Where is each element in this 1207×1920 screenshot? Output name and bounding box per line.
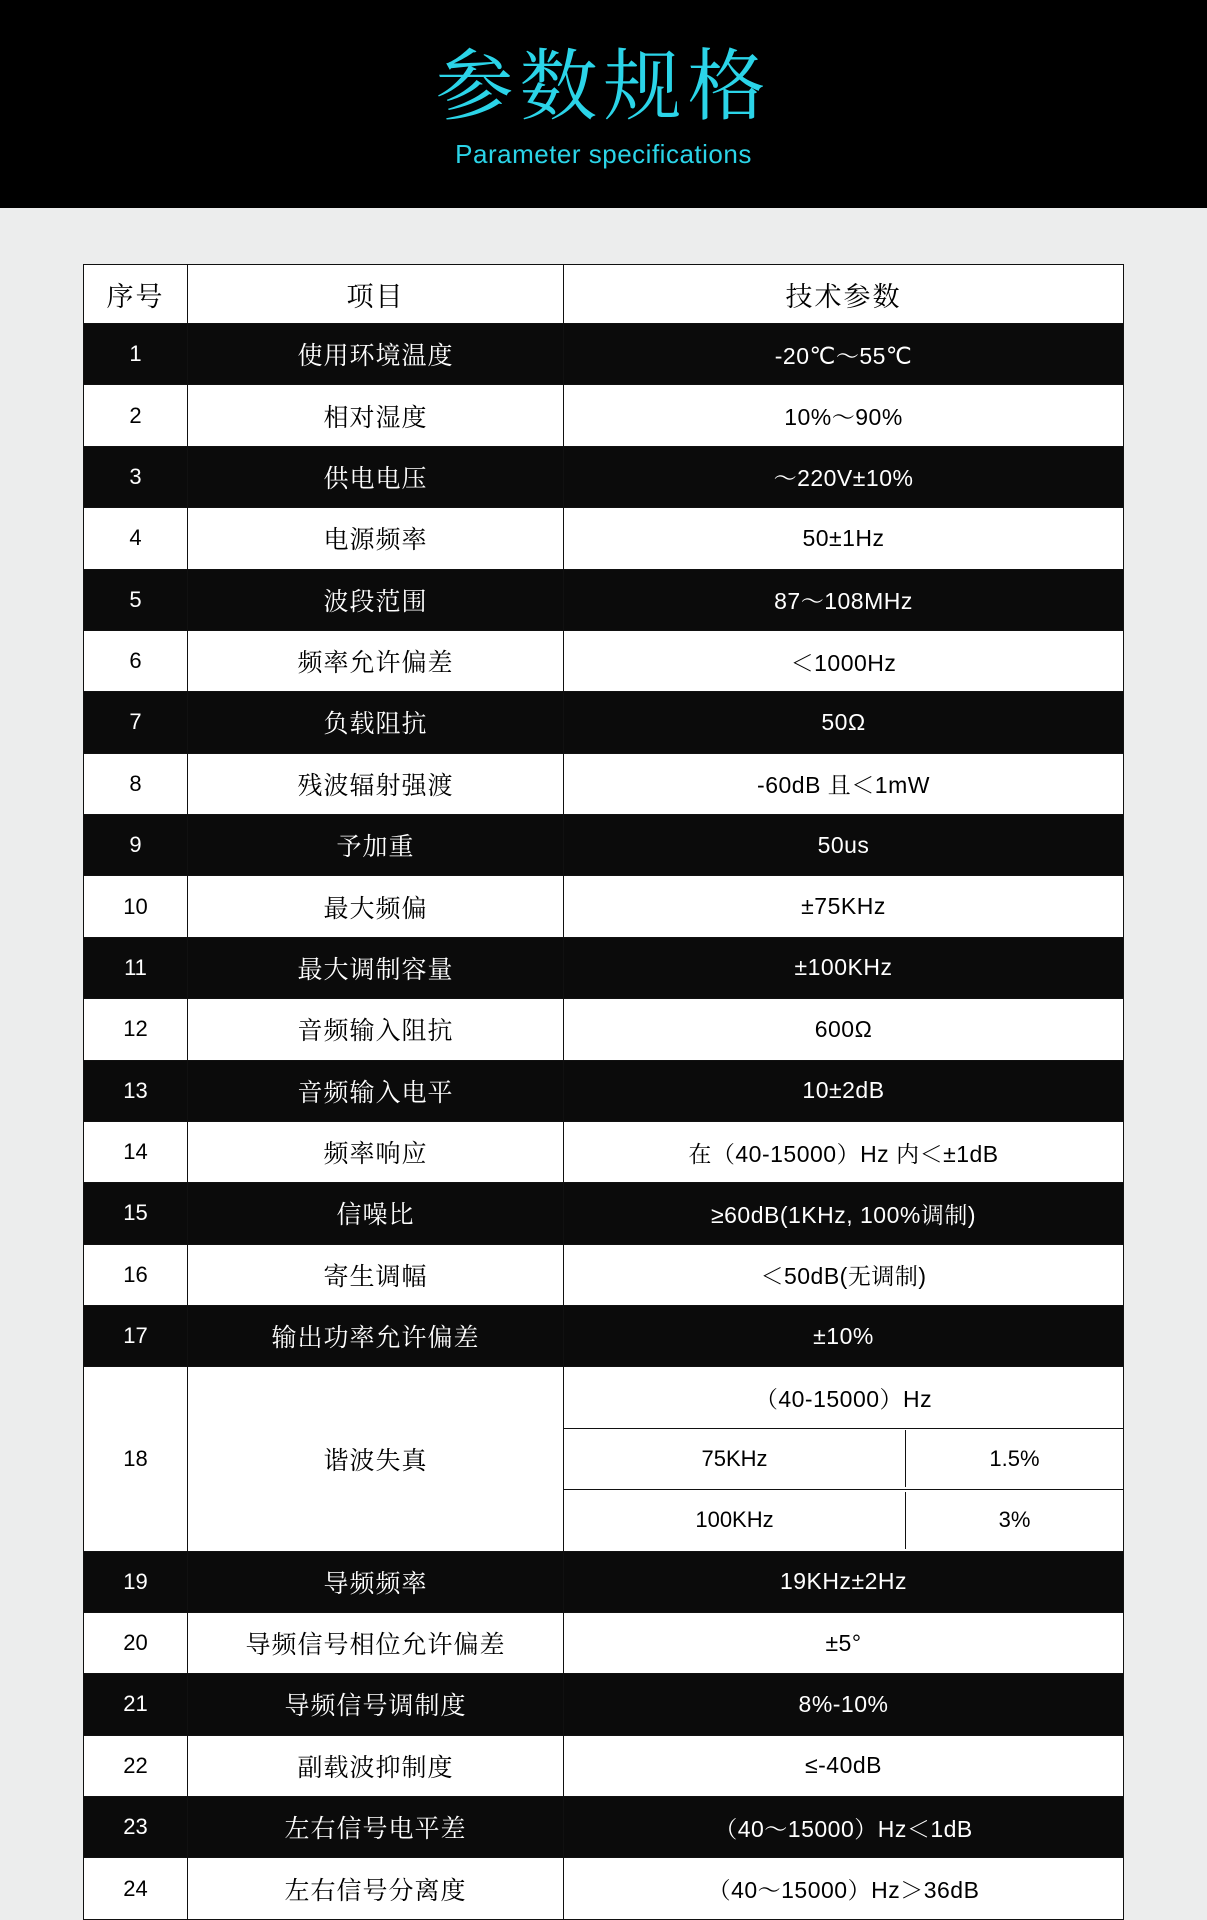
row-item: 负载阻抗 — [188, 692, 564, 753]
table-row — [84, 876, 1124, 937]
row-item: 最大调制容量 — [188, 937, 564, 998]
row-param: ±75KHz — [564, 876, 1124, 937]
harmonic-sub-right: 3% — [905, 1492, 1123, 1549]
row-no: 7 — [84, 692, 188, 753]
table-row — [84, 753, 1124, 814]
row-item: 音频输入阻抗 — [188, 999, 564, 1060]
row-param: 在（40-15000）Hz 内＜±1dB — [564, 1121, 1124, 1182]
row-param: ≥60dB(1KHz, 100%调制) — [564, 1183, 1124, 1244]
harmonic-sub-left: 100KHz — [564, 1492, 905, 1549]
harmonic-sub-right: 1.5% — [905, 1430, 1123, 1487]
row-no: 21 — [84, 1674, 188, 1735]
row-item: 信噪比 — [188, 1183, 564, 1244]
row-item: 音频输入电平 — [188, 1060, 564, 1121]
table-row-harmonic — [84, 1367, 1124, 1428]
row-item: 输出功率允许偏差 — [188, 1306, 564, 1367]
row-no: 20 — [84, 1612, 188, 1673]
specification-table — [83, 264, 1124, 1920]
row-no: 16 — [84, 1244, 188, 1305]
table-row — [84, 385, 1124, 446]
row-item: 导频信号相位允许偏差 — [188, 1612, 564, 1673]
row-param: ～220V±10% — [564, 446, 1124, 507]
row-no: 9 — [84, 815, 188, 876]
table-row — [84, 508, 1124, 569]
row-no: 13 — [84, 1060, 188, 1121]
table-row — [84, 1060, 1124, 1121]
page-title: 参数规格 — [435, 41, 772, 130]
row-param: （40～15000）Hz＜1dB — [564, 1797, 1124, 1858]
harmonic-header-param: （40-15000）Hz — [564, 1367, 1124, 1428]
table-row — [84, 1612, 1124, 1673]
row-no: 2 — [84, 385, 188, 446]
table-row — [84, 630, 1124, 691]
table-row — [84, 324, 1124, 385]
harmonic-sub-table-2 — [564, 1492, 1123, 1549]
row-param: ≤-40dB — [564, 1735, 1124, 1796]
row-item: 使用环境温度 — [188, 324, 564, 385]
row-item: 供电电压 — [188, 446, 564, 507]
row-item: 副载波抑制度 — [188, 1735, 564, 1796]
row-no: 10 — [84, 876, 188, 937]
row-no: 15 — [84, 1183, 188, 1244]
row-param: ±100KHz — [564, 937, 1124, 998]
row-no: 5 — [84, 569, 188, 630]
row-param: 87～108MHz — [564, 569, 1124, 630]
spec-sheet — [0, 208, 1207, 1920]
row-no: 19 — [84, 1551, 188, 1612]
row-no: 6 — [84, 630, 188, 691]
row-param: 19KHz±2Hz — [564, 1551, 1124, 1612]
row-item: 谐波失真 — [188, 1367, 564, 1551]
row-param: 50Ω — [564, 692, 1124, 753]
table-row — [84, 815, 1124, 876]
row-item: 频率响应 — [188, 1121, 564, 1182]
page-subtitle: Parameter specifications — [455, 139, 752, 170]
row-no: 18 — [84, 1367, 188, 1551]
row-no: 23 — [84, 1797, 188, 1858]
row-param: 600Ω — [564, 999, 1124, 1060]
row-param: ＜50dB(无调制) — [564, 1244, 1124, 1305]
table-row — [84, 1244, 1124, 1305]
row-item: 波段范围 — [188, 569, 564, 630]
harmonic-sub-row-2 — [564, 1490, 1124, 1551]
row-no: 11 — [84, 937, 188, 998]
column-header-no: 序号 — [84, 265, 188, 324]
table-row — [84, 1183, 1124, 1244]
page-header — [0, 0, 1207, 208]
row-param: 8%-10% — [564, 1674, 1124, 1735]
row-item: 电源频率 — [188, 508, 564, 569]
row-param: -20℃～55℃ — [564, 324, 1124, 385]
table-row — [84, 1674, 1124, 1735]
row-no: 12 — [84, 999, 188, 1060]
row-param: 10±2dB — [564, 1060, 1124, 1121]
row-param: （40～15000）Hz＞36dB — [564, 1858, 1124, 1920]
table-row — [84, 1306, 1124, 1367]
row-item: 左右信号电平差 — [188, 1797, 564, 1858]
table-row — [84, 1735, 1124, 1796]
table-header-row — [84, 265, 1124, 324]
row-no: 17 — [84, 1306, 188, 1367]
table-row — [84, 692, 1124, 753]
row-item: 寄生调幅 — [188, 1244, 564, 1305]
row-param: ＜1000Hz — [564, 630, 1124, 691]
row-no: 22 — [84, 1735, 188, 1796]
row-param: ±10% — [564, 1306, 1124, 1367]
table-row — [84, 446, 1124, 507]
table-row — [84, 937, 1124, 998]
row-item: 残波辐射强渡 — [188, 753, 564, 814]
column-header-item: 项目 — [188, 265, 564, 324]
row-param: ±5° — [564, 1612, 1124, 1673]
row-item: 相对湿度 — [188, 385, 564, 446]
row-param: 10%～90% — [564, 385, 1124, 446]
row-no: 24 — [84, 1858, 188, 1920]
row-no: 14 — [84, 1121, 188, 1182]
harmonic-sub-left: 75KHz — [564, 1430, 905, 1487]
row-no: 8 — [84, 753, 188, 814]
row-param: 50±1Hz — [564, 508, 1124, 569]
row-item: 频率允许偏差 — [188, 630, 564, 691]
row-param: -60dB 且＜1mW — [564, 753, 1124, 814]
row-no: 4 — [84, 508, 188, 569]
row-param: 50us — [564, 815, 1124, 876]
table-row — [84, 1858, 1124, 1920]
table-row — [84, 569, 1124, 630]
column-header-param: 技术参数 — [564, 265, 1124, 324]
row-item: 予加重 — [188, 815, 564, 876]
table-row — [84, 999, 1124, 1060]
row-item: 左右信号分离度 — [188, 1858, 564, 1920]
row-item: 导频信号调制度 — [188, 1674, 564, 1735]
harmonic-sub-row-1 — [564, 1428, 1124, 1489]
row-item: 最大频偏 — [188, 876, 564, 937]
row-no: 3 — [84, 446, 188, 507]
harmonic-sub-table-1 — [564, 1430, 1123, 1487]
row-item: 导频频率 — [188, 1551, 564, 1612]
table-row — [84, 1551, 1124, 1612]
table-row — [84, 1797, 1124, 1858]
table-row — [84, 1121, 1124, 1182]
row-no: 1 — [84, 324, 188, 385]
